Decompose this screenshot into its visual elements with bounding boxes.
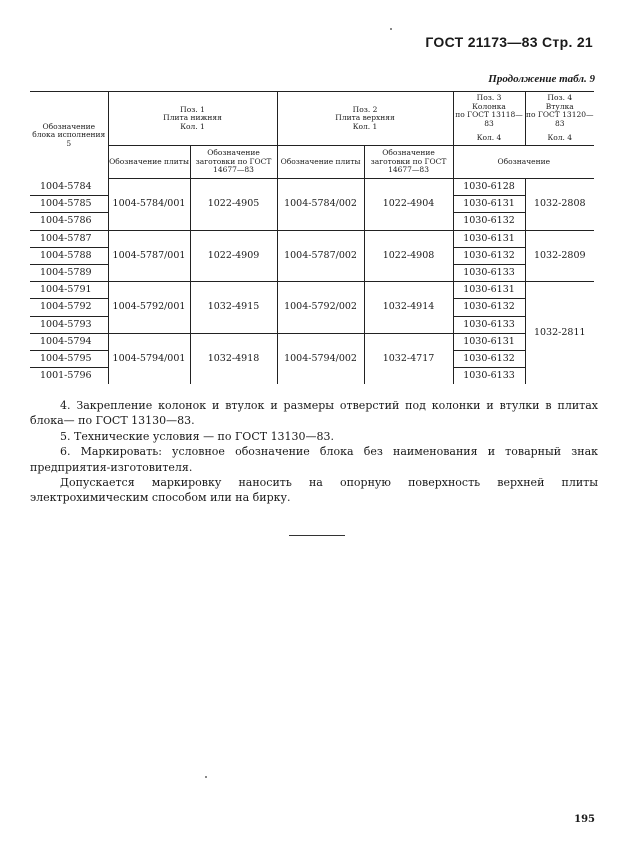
upper-blank-code: 1022-4904: [364, 179, 453, 231]
pos4-standard: по ГОСТ 13120—83: [526, 110, 594, 128]
upper-plate-code: 1004-5792/002: [277, 282, 364, 334]
block-code: 1004-5786: [30, 213, 108, 230]
lower-plate-code: 1004-5787/001: [108, 230, 190, 282]
column-code: 1030-6132: [453, 299, 525, 316]
table-row: [30, 230, 594, 247]
header-pos4: [525, 92, 594, 146]
upper-plate-code: 1004-5787/002: [277, 230, 364, 282]
pos1-name: Плита нижняя: [163, 113, 222, 123]
pos4-name: Втулка: [545, 101, 574, 111]
pos3-qty: Кол. 4: [476, 133, 502, 143]
lower-plate-code: 1004-5792/001: [108, 282, 190, 334]
column-code: 1030-6131: [453, 196, 525, 213]
pos2-name: Плита верхняя: [335, 113, 395, 123]
pos1-title: Поз. 1: [180, 104, 205, 114]
block-code: 1004-5788: [30, 247, 108, 264]
paragraph-7: Допускается маркировку наносить на опорную поверхность верхней плиты электрохимическим способом или на бирку.: [30, 476, 598, 505]
upper-blank-code: 1022-4908: [364, 230, 453, 282]
pos2-qty: Кол. 1: [352, 121, 378, 131]
column-code: 1030-6131: [453, 282, 525, 299]
pos1-qty: Кол. 1: [180, 121, 205, 131]
block-code: 1004-5785: [30, 196, 108, 213]
lower-blank-code: 1032-4918: [190, 333, 277, 384]
header-lower-plate: Обозначение плиты: [108, 146, 190, 179]
scan-speck: [205, 776, 207, 778]
column-code: 1030-6132: [453, 247, 525, 264]
header-pos2: [277, 92, 453, 146]
upper-blank-code: 1032-4914: [364, 282, 453, 334]
pos4-qty: Кол. 4: [547, 133, 573, 143]
lower-plate-code: 1004-5794/001: [108, 333, 190, 384]
block-code: 1004-5793: [30, 316, 108, 333]
block-code: 1001-5796: [30, 368, 108, 385]
page-number: 195: [574, 814, 595, 825]
pos4-title: Поз. 4: [547, 93, 573, 103]
bushing-code: 1032-2808: [525, 179, 594, 231]
header-designation: Обозначение: [453, 146, 594, 179]
block-code: 1004-5792: [30, 299, 108, 316]
header-block-label: Обозначение блока исполнения 5: [32, 121, 106, 148]
body-text: [30, 398, 598, 506]
block-code: 1004-5789: [30, 264, 108, 281]
header-block-designation: [30, 92, 108, 179]
end-rule: [289, 535, 345, 536]
scan-speck: [390, 28, 392, 30]
pos3-standard: по ГОСТ 13118—83: [455, 110, 523, 128]
paragraph-6: 6. Маркировать: условное обозначение блока без наименования и товарный знак предприятия-изготовителя.: [30, 445, 598, 474]
column-code: 1030-6133: [453, 264, 525, 281]
spec-table: [30, 91, 594, 384]
header-lower-blank: Обозначение заготовки по ГОСТ 14677—83: [190, 146, 277, 179]
lower-blank-code: 1022-4909: [190, 230, 277, 282]
header-pos3: [453, 92, 525, 146]
block-code: 1004-5791: [30, 282, 108, 299]
block-code: 1004-5784: [40, 180, 92, 192]
table-continuation-label: Продолжение табл. 9: [488, 73, 595, 85]
column-code: 1030-6132: [453, 350, 525, 367]
block-code: 1004-5787: [30, 230, 108, 247]
table-row: [30, 282, 594, 299]
pos3-name: Колонка: [472, 101, 506, 111]
header-upper-plate: Обозначение плиты: [277, 146, 364, 179]
header-upper-blank: Обозначение заготовки по ГОСТ 14677—83: [364, 146, 453, 179]
table-row: [30, 179, 594, 196]
column-code: 1030-6131: [453, 333, 525, 350]
column-code: 1030-6133: [453, 316, 525, 333]
pos3-title: Поз. 3: [476, 93, 502, 103]
column-code: 1030-6131: [453, 230, 525, 247]
column-code: 1030-6133: [453, 368, 525, 385]
lower-plate-code: 1004-5784/001: [108, 179, 190, 231]
block-code: 1004-5794: [30, 333, 108, 350]
bushing-code: 1032-2811: [525, 282, 594, 385]
paragraph-4: 4. Закрепление колонок и втулок и размеры отверстий под колонки и втулки в плитах блока— по ГОСТ 13130—83.: [30, 399, 598, 428]
lower-blank-code: 1022-4905: [190, 179, 277, 231]
column-code: 1030-6132: [453, 213, 525, 230]
pos2-title: Поз. 2: [352, 104, 378, 114]
upper-blank-code: 1032-4717: [364, 333, 453, 384]
upper-plate-code: 1004-5794/002: [277, 333, 364, 384]
table-row: [30, 333, 594, 350]
header-pos1: [108, 92, 277, 146]
lower-blank-code: 1032-4915: [190, 282, 277, 334]
bushing-code: 1032-2809: [525, 230, 594, 282]
paragraph-5: 5. Технические условия — по ГОСТ 13130—83.: [60, 429, 335, 443]
page-header: ГОСТ 21173—83 Стр. 21: [425, 34, 593, 50]
upper-plate-code: 1004-5784/002: [277, 179, 364, 231]
column-code: 1030-6128: [453, 179, 525, 196]
block-code: 1004-5795: [30, 350, 108, 367]
